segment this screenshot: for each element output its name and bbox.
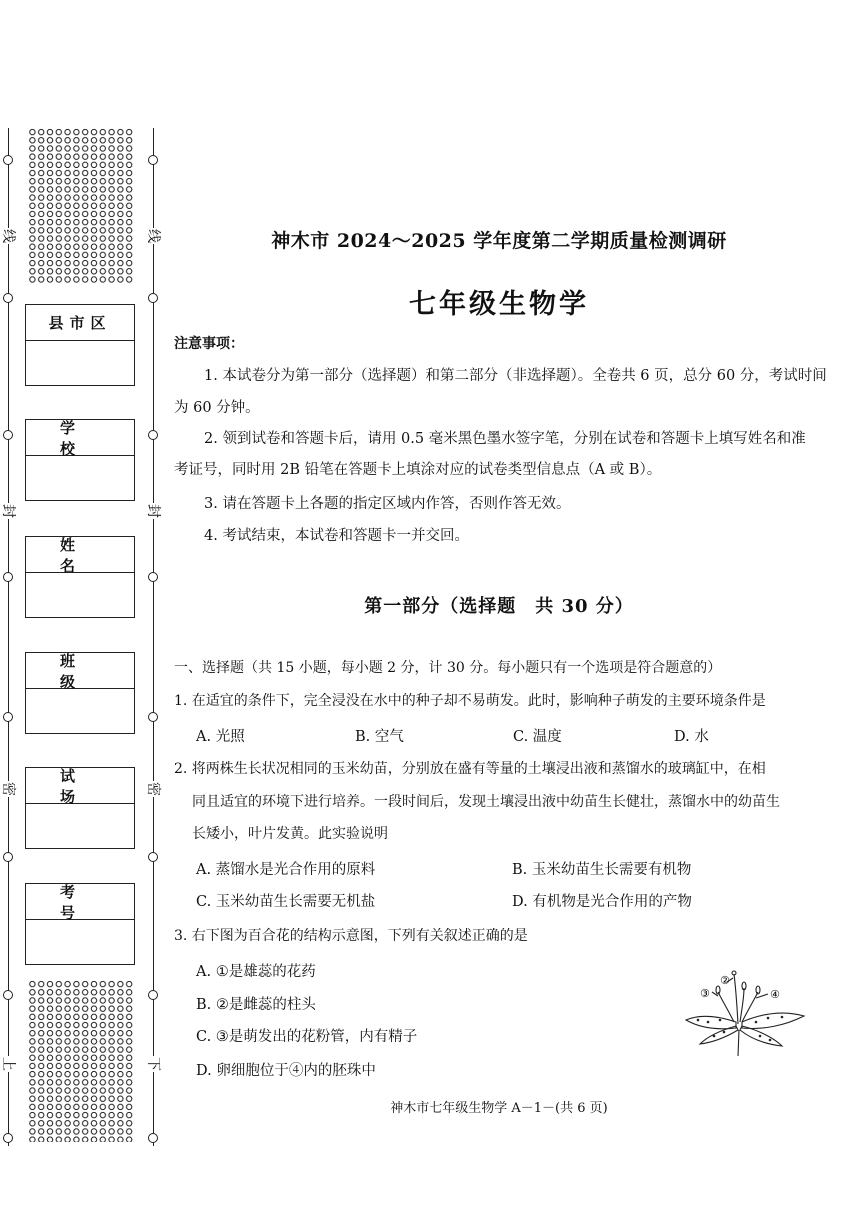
cut-mark-xian: 线: [145, 229, 161, 243]
cut-circle: [3, 712, 13, 722]
cut-circle: [148, 430, 158, 440]
info-box-school[interactable]: [25, 419, 135, 501]
question-3-option-b[interactable]: B. ②是雌蕊的柱头: [196, 997, 316, 1013]
section-title: 第一部分（选择题 共 30 分）: [364, 596, 634, 617]
question-1-option-b[interactable]: B. 空气: [355, 729, 404, 745]
info-box-exam-number[interactable]: [25, 883, 135, 965]
info-box-exam-room[interactable]: [25, 767, 135, 849]
cut-mark-mi: 密: [145, 782, 161, 796]
cut-circle: [3, 852, 13, 862]
info-box-label: 县市区: [26, 305, 134, 341]
cut-circle: [3, 155, 13, 165]
info-box-label: 姓 名: [26, 537, 134, 573]
info-box-name[interactable]: [25, 536, 135, 618]
question-2-option-a[interactable]: A. 蒸馏水是光合作用的原料: [196, 862, 376, 878]
info-box-label: 班 级: [26, 653, 134, 689]
cut-circle: [3, 430, 13, 440]
notice-item: 考证号，同时用 2B 铅笔在答题卡上填涂对应的试卷类型信息点（A 或 B）。: [174, 462, 662, 478]
info-box-label: 考 号: [26, 884, 134, 920]
cut-circle: [148, 852, 158, 862]
question-1-option-c[interactable]: C. 温度: [513, 729, 562, 745]
question-2-stem: 同且适宜的环境下进行培养。一段时间后，发现土壤浸出液中幼苗生长健壮，蒸馏水中的幼苗生: [192, 794, 780, 810]
notice-heading: 注意事项：: [174, 336, 244, 352]
question-1-option-a[interactable]: A. 光照: [196, 729, 245, 745]
notice-item: 3. 请在答题卡上各题的指定区域内作答，否则作答无效。: [204, 496, 571, 512]
question-2-option-d[interactable]: D. 有机物是光合作用的产物: [512, 894, 692, 910]
cut-mark-feng: 封: [145, 504, 161, 518]
dot-pattern-top: [28, 128, 134, 284]
question-2-option-c[interactable]: C. 玉米幼苗生长需要无机盐: [196, 894, 376, 910]
cut-circle: [3, 1133, 13, 1143]
notice-item: 4. 考试结束，本试卷和答题卡一并交回。: [204, 528, 469, 544]
notice-item: 1. 本试卷分为第一部分（选择题）和第二部分（非选择题）。全卷共 6 页，总分 60 分，考试时间: [204, 368, 827, 384]
question-1-stem: 1. 在适宜的条件下，完全浸没在水中的种子却不易萌发。此时，影响种子萌发的主要环境条件是: [174, 693, 766, 709]
info-box-class[interactable]: [25, 652, 135, 734]
lily-flower-diagram: [678, 970, 810, 1056]
question-3-option-c[interactable]: C. ③是萌发出的花粉管，内有精子: [196, 1029, 418, 1045]
cut-circle: [3, 990, 13, 1000]
cut-circle: [148, 155, 158, 165]
exam-subject: 七年级生物学: [409, 289, 589, 320]
page-footer: 神木市七年级生物学 A－1－(共 6 页): [390, 1101, 608, 1116]
cut-circle: [3, 293, 13, 303]
question-1-option-d[interactable]: D. 水: [674, 729, 709, 745]
question-3-stem: 3. 右下图为百合花的结构示意图，下列有关叙述正确的是: [174, 928, 528, 944]
info-box-label: 试 场: [26, 768, 134, 804]
cut-circle: [148, 712, 158, 722]
notice-item: 2. 领到试卷和答题卡后，请用 0.5 毫米黑色墨水签字笔，分别在试卷和答题卡上填写姓名和准: [204, 431, 806, 447]
dot-pattern-bottom: [28, 980, 134, 1142]
info-box-county[interactable]: [25, 304, 135, 386]
cut-circle: [3, 572, 13, 582]
cut-mark-mi: 密: [0, 782, 16, 796]
question-2-stem: 2. 将两株生长状况相同的玉米幼苗，分别放在盛有等量的土壤浸出液和蒸馏水的玻璃缸中，在相: [174, 761, 766, 777]
cut-mark-xian: 线: [0, 229, 16, 243]
cut-circle: [148, 293, 158, 303]
question-3-option-d[interactable]: D. 卵细胞位于④内的胚珠中: [196, 1063, 376, 1079]
flower-label-3: ③: [700, 987, 710, 1000]
cut-mark-xia: 下: [145, 1057, 161, 1071]
cut-circle: [148, 572, 158, 582]
flower-label-4: ④: [770, 988, 780, 1001]
flower-label-2: ②: [720, 974, 730, 987]
cut-mark-feng: 封: [0, 504, 16, 518]
cut-mark-shang: 上: [0, 1057, 16, 1071]
cut-circle: [148, 990, 158, 1000]
question-2-stem: 长矮小，叶片发黄。此实验说明: [192, 826, 388, 842]
exam-title: 神木市 2024～2025 学年度第二学期质量检测调研: [271, 230, 727, 252]
notice-item: 为 60 分钟。: [174, 400, 260, 416]
question-2-option-b[interactable]: B. 玉米幼苗生长需要有机物: [512, 862, 692, 878]
question-3-option-a[interactable]: A. ①是雄蕊的花药: [196, 964, 316, 980]
info-box-label: 学 校: [26, 420, 134, 456]
section-instruction: 一、选择题（共 15 小题，每小题 2 分，计 30 分。每小题只有一个选项是符合题意的）: [174, 660, 722, 676]
cut-circle: [148, 1133, 158, 1143]
